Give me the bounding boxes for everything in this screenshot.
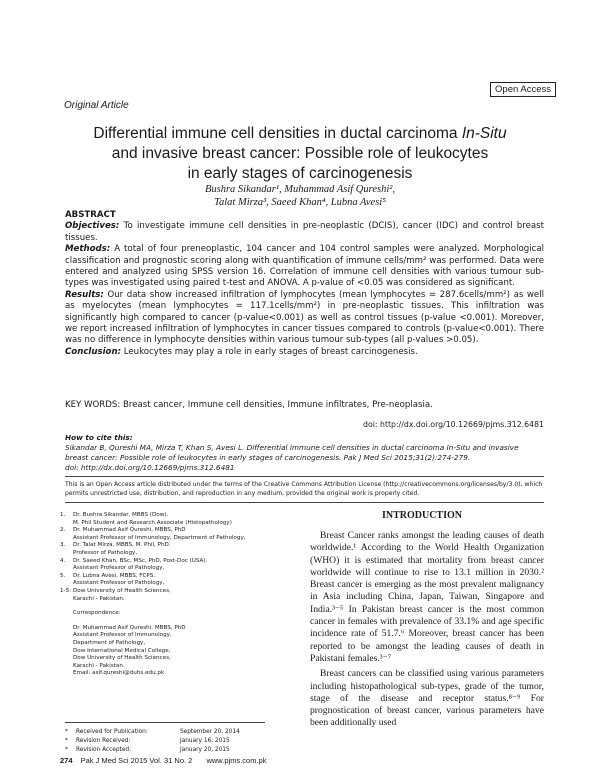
correspondence-line: Department of Pathology, [73, 639, 146, 646]
affiliation-item [60, 573, 292, 588]
affiliation-item [60, 558, 292, 573]
affiliation-item [60, 588, 292, 603]
abstract-heading: ABSTRACT [65, 210, 116, 220]
date-label: Revision Received: [76, 738, 131, 744]
affiliation-number: 4. [60, 557, 66, 564]
date-row: * Revision Accepted: January 20, 2015 [65, 747, 230, 753]
affiliation-line: Dr. Muhammad Asif Qureshi, MBBS, PhD [73, 527, 186, 534]
title-italic: In-Situ [461, 125, 507, 142]
affiliations [60, 512, 292, 678]
author-list [60, 183, 540, 209]
affiliation-item [60, 542, 292, 557]
divider [65, 502, 544, 503]
journal-info: Pak J Med Sci 2015 Vol. 31 No. 2 [80, 756, 193, 765]
affiliation-line: Assistant Professor of Pathology, [73, 580, 165, 587]
article-type: Original Article [64, 100, 129, 111]
doi-link[interactable]: doi: http://dx.doi.org/10.12669/pjms.312.6481 [363, 420, 544, 429]
introduction-heading: INTRODUCTION [381, 510, 462, 521]
open-access-badge: Open Access [490, 82, 556, 97]
date-row: * Revision Received: January 16, 2015 [65, 738, 230, 744]
correspondence-line: Dow University of Health Sciences, [73, 655, 171, 662]
abstract-conclusion [65, 347, 544, 358]
affiliation-number: 1-5: [60, 587, 72, 594]
title-line-3: in early stages of carcinogenesis [187, 165, 413, 182]
affiliation-line: Dow University of Health Sciences, [73, 587, 171, 594]
correspondence-line: Dr. Muhammad Asif Qureshi, MBBS, PhD [73, 624, 186, 631]
intro-paragraph-1: Breast Cancer ranks amongst the leading causes of death worldwide.¹ According to the World Health Organization (WHO) it is estimated that mortality from breast cancer worldwide will continue to rise to 13.1 million in 2030.² Breast cancer is emerging as the most prevalent malignancy in Asia including China, Japan, Taiwan, Singapore and India.³⁻⁵ In Pakistan breast cancer is the most common cancer in females with prevalence of 33.1% and age specific incidence rate of 51.7.⁶ Moreover, breast cancer has been reported to be amongst the leading causes of death in Pakistani females.³⁻⁷ [310, 530, 544, 664]
correspondence-heading: Correspondence: [73, 610, 121, 617]
title-line-2: and invasive breast cancer: Possible role of leukocytes [111, 145, 489, 162]
intro-paragraph-2: Breast cancers can be classified using various parameters including histopathological sub-types, grade of the tumor, stage of the disease and receptor status.⁸⁻⁹ For prognostication of breast cancer, various parameters have been additionally used [310, 668, 544, 729]
submission-dates [65, 728, 240, 755]
introduction-body [310, 530, 544, 733]
conclusion-label: Conclusion: [65, 346, 122, 357]
date-row: * Received for Publication: September 20, 2014 [65, 729, 240, 735]
abstract-objectives [65, 221, 544, 244]
journal-website[interactable]: www.pjms.com.pk [206, 756, 267, 765]
results-text: Our data show increased infiltration of lymphocytes (mean lymphocytes = 287.6cells/mm²) as well as myelocytes (mean lymphocytes = 117.1cells/mm²) in pre-neoplastic tissues. This infiltration was significantly high compared to cancer (p-value<0.001) as well as control tissues (p-value <0.001). Moreover, we report increased infiltration of lymphocytes in cancer tissues compared to controls (p-value<0.001). There was no difference in lymphocyte densities within various tumour sub-types (all p-values >0.05). [65, 289, 544, 346]
affiliation-line: Karachi - Pakistan. [73, 595, 125, 602]
conclusion-text: Leukocytes may play a role in early stages of breast carcinogenesis. [121, 346, 418, 357]
correspondence-email[interactable]: Email: asif.qureshi@duhs.edu.pk [73, 670, 165, 677]
divider [65, 722, 265, 723]
authors-line-2: Talat Mirza³, Saeed Khan⁴, Lubna Avesi⁵ [214, 197, 386, 208]
date-label: Received for Publication: [76, 729, 148, 735]
correspondence-line: Dow International Medical College, [73, 647, 171, 654]
objectives-text: To investigate immune cell densities in pre-neoplastic (DCIS), cancer (IDC) and control breast tissues. [65, 221, 544, 243]
abstract-results [65, 290, 544, 347]
affiliation-line: Dr. Lubna Avesi, MBBS, FCPS. [73, 572, 156, 579]
affiliation-number: 1. [60, 512, 66, 518]
affiliation-line: Dr. Bushra Sikandar, MBBS (Dow). [73, 512, 169, 518]
affiliation-item [60, 527, 292, 542]
title-line-1: Differential immune cell densities in ductal carcinoma [93, 125, 462, 142]
keywords: KEY WORDS: Breast cancer, Immune cell densities, Immune infiltrates, Pre-neoplasia. [65, 400, 433, 410]
date-label: Revision Accepted: [76, 747, 132, 753]
objectives-label: Objectives: [65, 221, 120, 232]
page-footer [60, 756, 266, 765]
divider [65, 476, 544, 477]
affiliation-line: Professor of Pathology, [73, 549, 138, 556]
affiliation-line: M. Phil Student and Research Associate (Histopathology) [73, 519, 232, 526]
abstract-methods [65, 244, 544, 290]
article-title [60, 124, 540, 184]
abstract [65, 210, 544, 358]
date-value: January 20, 2015 [180, 747, 230, 753]
citation-text: Sikandar B, Qureshi MA, Mirza T, Khan S, Avesi L. Differential immune cell densities in ductal carcinoma In-Situ and invasive breast cancer: Possible role of leukocytes in early stages of carcinogenesis. Pak J Med Sci 2015;31(2):274-279. [65, 443, 519, 462]
correspondence [60, 610, 292, 678]
affiliation-number: 3. [60, 542, 66, 549]
correspondence-line: Assistant Professor of Immunology, [73, 632, 172, 639]
authors-line-1: Bushra Sikandar¹, Muhammad Asif Qureshi², [204, 184, 396, 195]
affiliation-item [60, 512, 292, 527]
affiliation-number: 5. [60, 572, 66, 579]
date-value: September 20, 2014 [180, 729, 240, 735]
affiliation-number: 2. [60, 527, 66, 534]
page-number: 274 [60, 756, 73, 765]
methods-text: A total of four preneoplastic, 104 cancer and 104 control samples were analyzed. Morphological classification and prognostic scoring along with quantification of immune cells/mm² was performed. Data were entered and analyzed using SPSS version 16. Correlation of immune cell densities with various tumour sub-types was investigated using paired t-test and ANOVA. A p-value of <0.05 was considered as significant. [65, 244, 544, 289]
citation-heading: How to cite this: [65, 433, 133, 442]
affiliation-line: Assistant Professor of Pathology, [73, 565, 165, 572]
license-text: This is an Open Access article distributed under the terms of the Creative Commons Attribution License (http://creativecommons.org/licenses/by/3.0), which permits unrestricted use, distribution, and reproduction in any medium, provided the original work is properly cited. [65, 481, 543, 497]
affiliation-line: Assistant Professor of Immunology, Department of Pathology, [73, 534, 246, 541]
correspondence-line: Karachi - Pakistan. [73, 662, 125, 669]
citation-block [65, 433, 544, 473]
citation-doi[interactable]: doi: http://dx.doi.org/10.12669/pjms.312.6481 [65, 463, 235, 472]
methods-label: Methods: [65, 244, 111, 255]
affiliation-line: Dr. Talat Mirza, MBBS, M. Phil, PhD. [73, 542, 171, 549]
date-value: January 16, 2015 [180, 738, 230, 744]
results-label: Results: [65, 289, 104, 300]
affiliation-line: Dr. Saeed Khan, BSc, MSc, PhD, Post-Doc (USA). [73, 557, 208, 564]
